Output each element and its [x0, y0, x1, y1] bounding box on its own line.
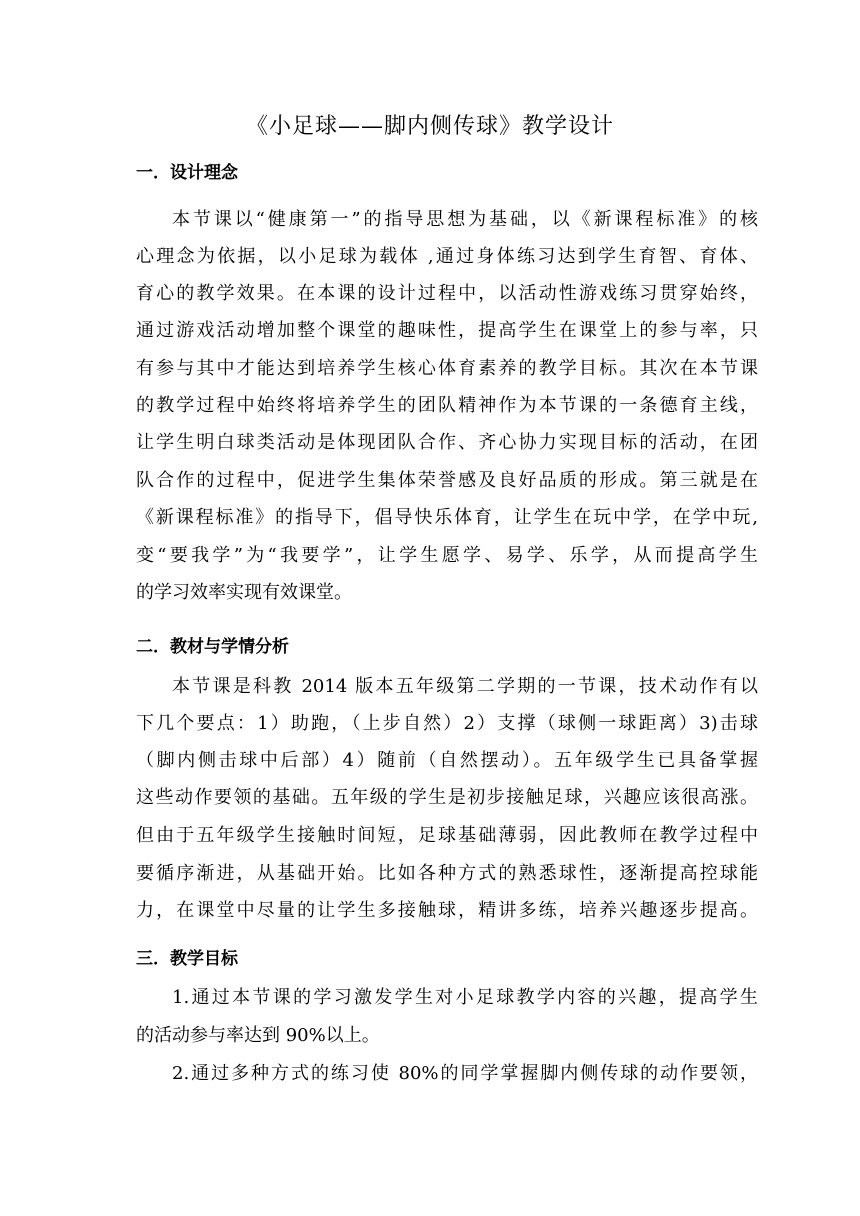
paragraph-line: 力，在课堂中尽量的让学生多接触球，精讲多练，培养兴趣逐步提高。: [136, 900, 758, 921]
paragraph-line: 这些动作要领的基础。五年级的学生是初步接触足球，兴趣应该很高涨。: [136, 787, 758, 808]
paragraph-line: 的教学过程中始终将培养学生的团队精神作为本节课的一条德育主线，: [136, 395, 758, 416]
paragraph-line: 心理念为依据，以小足球为载体 ,通过身体练习达到学生育智、育体、: [136, 246, 758, 267]
paragraph-line: 变“要我学”为“我要学”，让学生愿学、易学、乐学，从而提高学生: [136, 545, 758, 566]
paragraph-line: 但由于五年级学生接触时间短，足球基础薄弱，因此教师在教学过程中: [136, 825, 758, 846]
paragraph-line: （脚内侧击球中后部）4）随前（自然摆动）。五年级学生已具备掌握: [136, 750, 758, 771]
paragraph-line: 本节课以“健康第一”的指导思想为基础，以《新课程标准》的核: [172, 209, 758, 230]
paragraph-line: 的学习效率实现有效课堂。: [136, 582, 352, 603]
paragraph-line: 育心的教学效果。在本课的设计过程中，以活动性游戏练习贯穿始终，: [136, 283, 758, 304]
paragraph-line: 《新课程标准》的指导下，倡导快乐体育，让学生在玩中学，在学中玩,: [136, 507, 758, 528]
paragraph-line: 队合作的过程中，促进学生集体荣誉感及良好品质的形成。第三就是在: [136, 470, 758, 491]
paragraph-line: 通过游戏活动增加整个课堂的趣味性，提高学生在课堂上的参与率，只: [136, 320, 758, 341]
paragraph-line: 让学生明白球类活动是体现团队合作、齐心协力实现目标的活动，在团: [136, 432, 758, 453]
section-heading-design-concept: 一．设计理念: [136, 163, 238, 183]
paragraph-line: 1.通过本节课的学习激发学生对小足球教学内容的兴趣，提高学生: [172, 987, 758, 1008]
document-title: 《小足球——脚内侧传球》教学设计: [245, 114, 614, 139]
paragraph-line: 的活动参与率达到 90%以上。: [136, 1025, 380, 1046]
paragraph-line: 本节课是科教 2014 版本五年级第二学期的一节课，技术动作有以: [172, 676, 758, 697]
paragraph-line: 2.通过多种方式的练习使 80%的同学掌握脚内侧传球的动作要领，: [172, 1063, 758, 1084]
paragraph-line: 下几个要点：1）助跑，（上步自然）2）支撑（球侧一球距离）3)击球: [136, 713, 758, 734]
section-heading-materials-analysis: 二．教材与学情分析: [136, 637, 289, 657]
paragraph-line: 有参与其中才能达到培养学生核心体育素养的教学目标。其次在本节课: [136, 358, 758, 379]
paragraph-line: 要循序渐进，从基础开始。比如各种方式的熟悉球性，逐渐提高控球能: [136, 863, 758, 884]
section-heading-teaching-objectives: 三．教学目标: [136, 949, 238, 969]
